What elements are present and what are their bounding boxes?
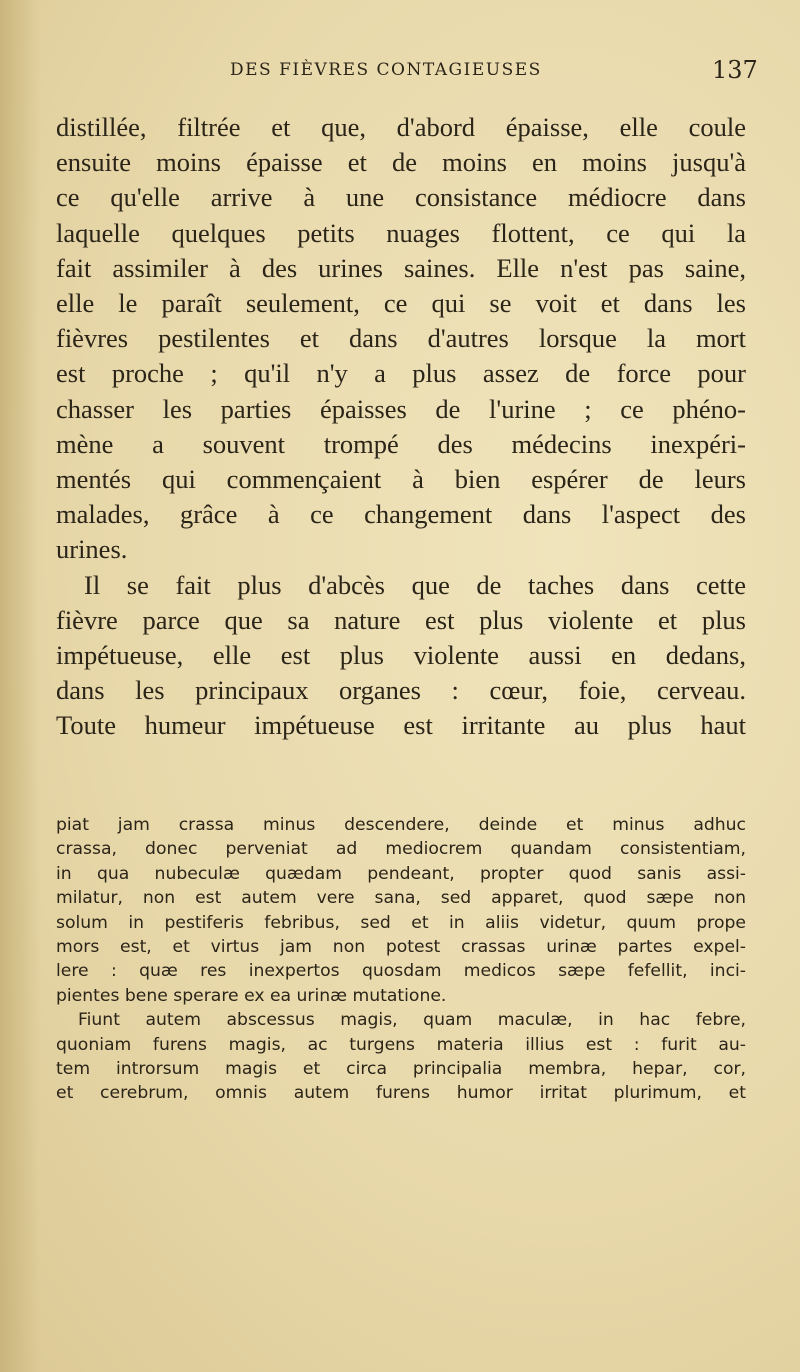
text-line: ensuite moins épaisse et de moins en moins jusqu'à [56,147,746,178]
text-line: Fiunt autem abscessus magis, quam maculæ, in hac febre, [78,1010,746,1031]
running-title: DES FIÈVRES CONTAGIEUSES [230,60,542,80]
text-line: laquelle quelques petits nuages flottent, ce qui la [56,217,746,248]
text-line: Il se fait plus d'abcès que de taches dans cette [84,569,746,600]
text-line: pientes bene sperare ex ea urinæ mutatione. [56,985,447,1006]
text-line: est proche ; qu'il n'y a plus assez de force pour [56,358,746,389]
text-line: distillée, filtrée et que, d'abord épaisse, elle coule [56,112,746,142]
text-line: quoniam furens magis, ac turgens materia illius est : furit au- [56,1034,746,1055]
latin-original-text [56,813,746,1106]
text-line: crassa, donec perveniat ad mediocrem quandam consistentiam, [56,839,746,860]
text-line: ce qu'elle arrive à une consistance médiocre dans [56,182,746,213]
page-edge-shadow [0,0,40,1372]
text-line: piat jam crassa minus descendere, deinde et minus adhuc [56,815,746,835]
text-line: fièvre parce que sa nature est plus violente et plus [56,604,746,635]
text-line: mors est, et virtus jam non potest crassas urinæ partes expel- [56,937,746,958]
text-line: in qua nubeculæ quædam pendeant, propter quod sanis assi- [56,863,746,884]
text-line: fièvres pestilentes et dans d'autres lorsque la mort [56,323,746,354]
text-line: chasser les parties épaisses de l'urine ; ce phéno- [56,393,746,424]
text-line: mentés qui commençaient à bien espérer de leurs [56,464,746,495]
text-line: lere : quæ res inexpertos quosdam medicos sæpe fefellit, inci- [56,961,746,982]
text-line: urines. [56,534,128,565]
text-line: malades, grâce à ce changement dans l'aspect des [56,499,746,530]
text-line: mène a souvent trompé des médecins inexpéri- [56,428,746,459]
text-line: et cerebrum, omnis autem furens humor irritat plurimum, et [56,1083,746,1104]
text-line: tem introrsum magis et circa principalia membra, hepar, cor, [56,1059,746,1080]
text-line: dans les principaux organes : cœur, foie, cerveau. [56,675,746,706]
text-line: impétueuse, elle est plus violente aussi en dedans, [56,640,746,671]
text-line: Toute humeur impétueuse est irritante au plus haut [56,710,746,741]
french-translation-text [56,110,746,744]
text-line: milatur, non est autem vere sana, sed apparet, quod sæpe non [56,888,746,909]
text-line: fait assimiler à des urines saines. Elle n'est pas saine, [56,252,746,283]
running-header [0,56,800,90]
text-line: solum in pestiferis febribus, sed et in aliis videtur, quum prope [56,912,746,933]
page-number: 137 [712,56,758,84]
text-line: elle le paraît seulement, ce qui se voit et dans les [56,288,746,319]
